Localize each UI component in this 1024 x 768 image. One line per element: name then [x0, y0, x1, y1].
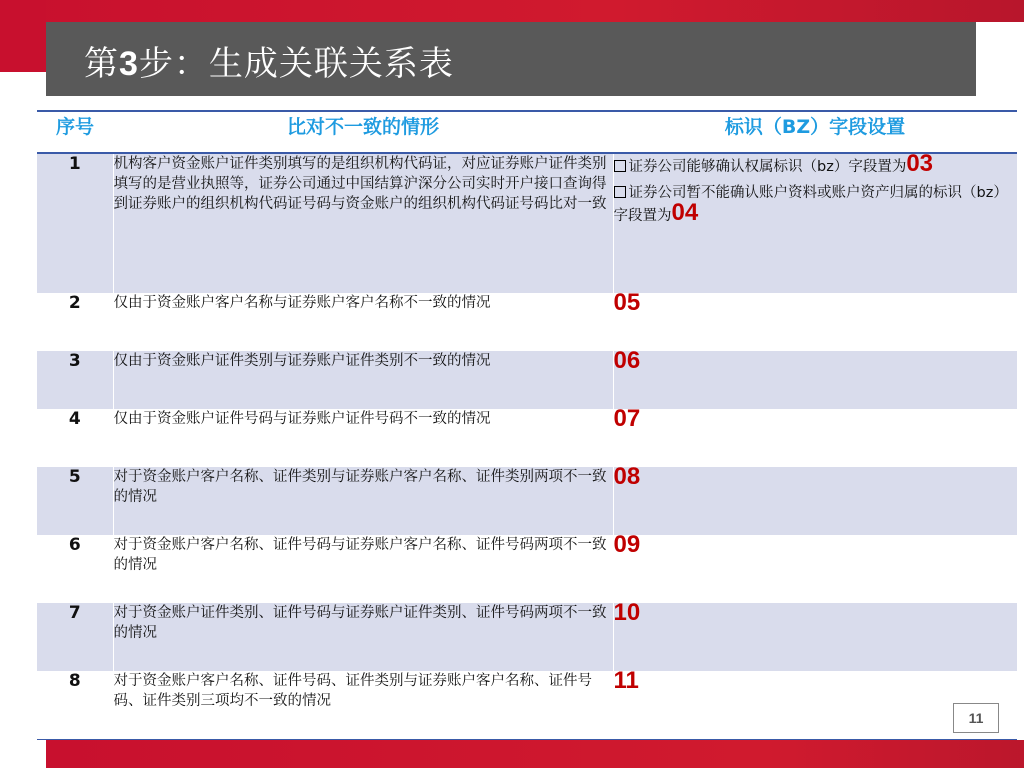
bz-code: 06: [613, 347, 641, 374]
bz-option-text: 证券公司能够确认权属标识（bz）字段置为: [628, 159, 907, 175]
row-description: 对于资金账户证件类别、证件号码与证券账户证件类别、证件号码两项不一致的情况: [113, 603, 613, 671]
footer-accent-bar: [46, 740, 1024, 768]
row-number: 5: [37, 467, 113, 535]
table-row: [37, 153, 1017, 293]
corner-block: [976, 22, 1024, 72]
table-row: [37, 535, 1017, 603]
title-suffix: 步：生成关联关系表: [138, 44, 454, 84]
row-bz-setting: [613, 347, 1017, 409]
row-bz-setting: [613, 599, 1017, 671]
checkbox-square-icon: [614, 160, 626, 172]
row-number: 3: [37, 351, 113, 409]
bz-code: 05: [613, 289, 641, 316]
relation-table: [37, 110, 1017, 740]
table-row: [37, 293, 1017, 351]
bz-code: 07: [613, 405, 641, 432]
header-mismatch: 比对不一致的情形: [113, 111, 613, 153]
top-accent-bar: [0, 0, 1024, 22]
header-seq: 序号: [37, 111, 113, 153]
row-bz-setting: [613, 531, 1017, 603]
bz-option-1: [614, 150, 1018, 177]
table-row: [37, 409, 1017, 467]
bz-code: 08: [613, 463, 641, 490]
row-description: 仅由于资金账户客户名称与证券账户客户名称不一致的情况: [113, 293, 613, 351]
row-description: 仅由于资金账户证件号码与证券账户证件号码不一致的情况: [113, 409, 613, 467]
row-number: 6: [37, 535, 113, 603]
row-bz-setting: [613, 463, 1017, 535]
bz-code: 04: [671, 199, 699, 226]
row-description: 对于资金账户客户名称、证件号码与证券账户客户名称、证件号码两项不一致的情况: [113, 535, 613, 603]
left-accent-block: [0, 0, 46, 72]
bz-code: 10: [613, 599, 641, 626]
bz-code: 03: [906, 150, 934, 177]
table-row: [37, 467, 1017, 535]
row-description: 机构客户资金账户证件类别填写的是组织机构代码证，对应证券账户证件类别填写的是营业执照等，证券公司通过中国结算沪深分公司实时开户接口查询得到证券账户的组织机构代码证号码与资金账户的组织机构代码证号码比对一致: [113, 153, 613, 293]
row-number: 8: [37, 671, 113, 739]
bz-option-2: [614, 183, 1018, 226]
row-number: 7: [37, 603, 113, 671]
title-prefix: 第: [84, 44, 119, 84]
bz-code: 11: [613, 667, 639, 694]
title-step-number: 3: [119, 45, 139, 83]
row-bz-setting: [613, 150, 1017, 293]
table-row: [37, 671, 1017, 739]
bz-code: 09: [613, 531, 641, 558]
row-description: 对于资金账户客户名称、证件号码、证件类别与证券账户客户名称、证件号码、证件类别三项均不一致的情况: [113, 671, 613, 739]
table-header-row: [37, 111, 1017, 153]
table-row: [37, 603, 1017, 671]
row-description: 仅由于资金账户证件类别与证券账户证件类别不一致的情况: [113, 351, 613, 409]
table-row: [37, 351, 1017, 409]
title-bar: [46, 22, 976, 96]
row-description: 对于资金账户客户名称、证件类别与证券账户客户名称、证件类别两项不一致的情况: [113, 467, 613, 535]
header-bz: 标识（BZ）字段设置: [613, 111, 1017, 153]
row-number: 1: [37, 153, 113, 293]
checkbox-square-icon: [614, 186, 626, 198]
row-number: 2: [37, 293, 113, 351]
bz-option-text: 证券公司暂不能确认账户资料或账户资产归属的标识（bz）字段置为: [613, 185, 1008, 224]
row-bz-setting: [613, 405, 1017, 467]
page-number: 11: [953, 703, 999, 733]
footer-left-block: [0, 740, 46, 768]
row-bz-setting: [613, 289, 1017, 351]
slide-title: [84, 36, 454, 85]
row-number: 4: [37, 409, 113, 467]
